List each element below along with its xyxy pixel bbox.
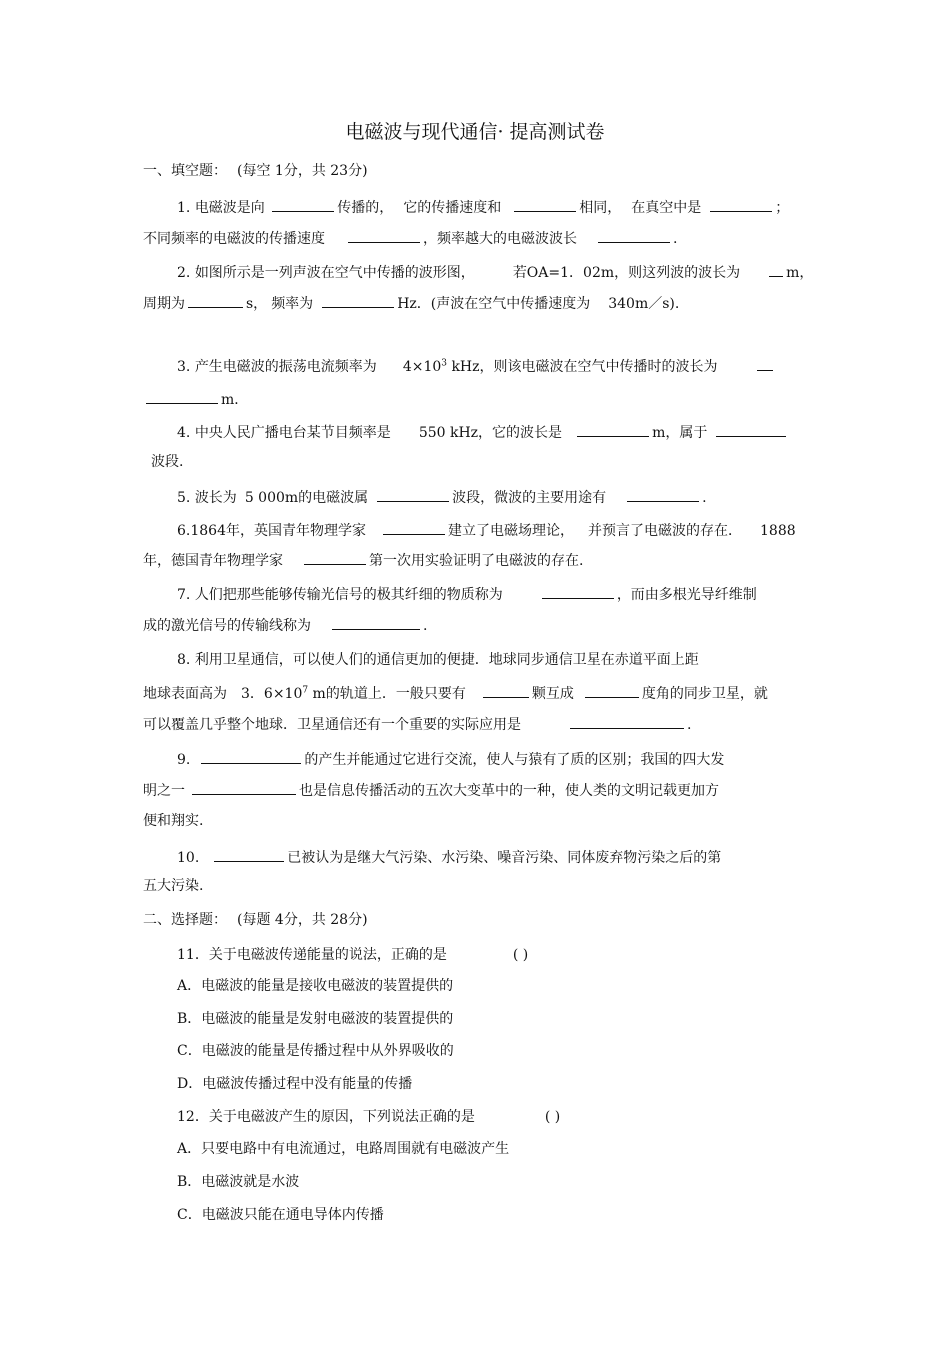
q8-line2 [143,683,768,703]
q9-text: 便和翔实. [143,813,204,829]
q1-text: 它的传播速度和 [403,200,502,216]
section1-heading [143,162,368,180]
q11-option-c[interactable]: C．电磁波的能量是传播过程中从外界吸收的 [177,1043,454,1059]
q8-line1 [177,651,699,669]
answer-blank[interactable] [757,356,773,371]
q1-line2 [143,228,677,248]
q1-text: ，频率越大的电磁波波长 [423,231,577,247]
answer-blank[interactable] [769,262,783,277]
q2-line2 [143,293,679,313]
q7-line1 [177,584,757,604]
answer-blank[interactable] [214,847,284,862]
answer-blank[interactable] [383,520,445,535]
q3-text: 产生电磁波的振荡电流频率为 [194,359,377,375]
q11-option-b[interactable]: B．电磁波的能量是发射电磁波的装置提供的 [177,1011,454,1027]
q4-text: 550 kHz，它的波长是 [418,425,563,441]
q7-line2 [143,615,427,635]
q10-number: 10. [177,850,200,866]
q9-line1 [177,749,724,769]
answer-blank[interactable] [570,714,684,729]
q12-text: 12．关于电磁波产生的原因，下列说法正确的是 [177,1109,475,1125]
q8-text: 3．6×10 [241,686,303,702]
q3-number: 3. [177,359,191,375]
q7-number: 7. [177,587,191,603]
answer-blank[interactable] [348,228,420,243]
q11-option-a[interactable]: A．电磁波的能量是接收电磁波的装置提供的 [177,978,454,994]
q4-text: 波段. [151,454,184,470]
q8-text: 度角的同步卫星，就 [641,686,768,702]
q6-number: 6. [177,523,191,539]
q6-text: 年，德国青年物理学家 [143,553,283,569]
q8-exponent: 7 [302,685,309,696]
q5-text: . [702,490,707,506]
q2-line1 [177,262,813,282]
q8-text: m的轨道上．一般只要有 [308,686,466,702]
q1-text: 在真空中是 [631,200,702,216]
q9-text: 明之一 [143,783,185,799]
q6-text: 第一次用实验证明了电磁波的存在. [369,553,584,569]
answer-blank[interactable] [332,615,420,630]
q12-stem [177,1108,560,1126]
answer-blank[interactable] [598,228,670,243]
q9-line3 [143,812,203,830]
q10-text: 已被认为是继大气污染、水污染、噪音污染、同体废弃物污染之后的第 [287,850,722,866]
q1-text: ； [775,200,790,216]
q6-line1 [177,520,796,540]
q11-option-d[interactable]: D．电磁波传播过程中没有能量的传播 [177,1076,413,1092]
answer-blank[interactable] [377,487,449,502]
answer-blank[interactable] [304,550,366,565]
q8-line3 [143,714,691,734]
section1-points: (每空 1分，共 23分) [237,163,368,179]
q1-text: 传播的， [337,200,394,216]
answer-blank[interactable] [585,683,639,698]
answer-blank[interactable] [514,197,576,212]
q7-text: . [423,618,428,634]
q2-text: m， [786,265,814,281]
q9-number: 9. [177,752,191,768]
answer-blank[interactable] [146,389,218,404]
answer-blank[interactable] [201,749,301,764]
q9-line2 [143,780,719,800]
q10-text: 五大污染. [143,878,204,894]
q8-text: 可以覆盖几乎整个地球．卫星通信还有一个重要的实际应用是 [143,717,521,733]
q4-text: 中央人民广播电台某节目频率是 [194,425,391,441]
q4-number: 4. [177,425,191,441]
answer-blank[interactable] [322,293,394,308]
q8-text: 颗互成 [531,686,574,702]
q9-text: 的产生并能通过它进行交流，使人与猿有了质的区别；我国的四大发 [304,752,725,768]
q1-text: 不同频率的电磁波的传播速度 [143,231,325,247]
q12-option-a[interactable]: A．只要电路中有电流通过，电路周围就有电磁波产生 [177,1141,510,1157]
section2-title: 二、选择题： [143,912,227,928]
q5-text: 波段，微波的主要用途有 [452,490,607,506]
q4-line2 [151,453,183,471]
q6-text: 并预言了电磁波的存在． [588,523,742,539]
q11-stem [177,946,528,964]
q6-line2 [143,550,583,570]
q2-text: 频率为 [271,296,314,312]
q3-line1 [177,356,776,376]
q9-text: 也是信息传播活动的五次大变革中的一种，使人类的文明记载更加方 [299,783,719,799]
q3-text: kHz，则该电磁波在空气中传播时的波长为 [447,359,718,375]
page-title: 电磁波与现代通信· 提高测试卷 [345,121,605,143]
q2-text: 周期为 [143,296,185,312]
answer-blank[interactable] [627,487,699,502]
q8-number: 8. [177,652,191,668]
answer-blank[interactable] [542,584,614,599]
answer-blank[interactable] [192,780,296,795]
q10-line2 [143,877,203,895]
answer-paren[interactable]: ( ) [544,1109,561,1125]
answer-blank[interactable] [483,683,529,698]
q8-text: 地球表面高为 [143,686,227,702]
q2-text: Hz．(声波在空气中传播速度为 [397,296,591,312]
q4-line1 [177,422,789,442]
q5-number: 5. [177,490,191,506]
q3-exponent: 3 [441,358,447,369]
q3-line2 [143,389,248,409]
answer-blank[interactable] [710,197,772,212]
q2-text: 若OA=1．02m，则这列波的波长为 [512,265,741,281]
q4-text: m，属于 [652,425,708,441]
q7-text: 人们把那些能够传输光信号的极其纤细的物质称为 [194,587,503,603]
q6-text: 建立了电磁场理论， [448,523,574,539]
q7-text: ，而由多根光导纤维制 [616,587,757,603]
q6-text: 1864年，英国青年物理学家 [190,523,366,539]
q6-text: 1888 [760,523,796,539]
q8-text: . [687,717,692,733]
q12-option-b[interactable]: B．电磁波就是水波 [177,1174,300,1190]
section1-title: 一、填空题： [143,163,227,179]
q2-text: 340m／s). [608,296,680,312]
q3-text: 4×10 [402,359,442,375]
q8-text: 利用卫星通信，可以使人们的通信更加的便捷．地球同步通信卫星在赤道平面上距 [194,652,699,668]
q2-text: 如图所示是一列声波在空气中传播的波形图， [194,265,475,281]
q10-line1 [177,847,721,867]
q7-text: 成的激光信号的传输线称为 [143,618,311,634]
answer-blank[interactable] [272,197,334,212]
q2-text: s， [246,296,268,312]
q1-line1 [177,197,789,217]
q12-option-c[interactable]: C．电磁波只能在通电导体内传播 [177,1207,384,1223]
answer-blank[interactable] [188,293,243,308]
answer-paren[interactable]: ( ) [512,947,529,963]
q3-text: m． [221,392,249,408]
section2-points: (每题 4分，共 28分) [237,912,368,928]
q5-text: 波长为 [194,490,237,506]
q1-number: 1. [177,200,191,216]
section2-heading [143,911,368,929]
q1-text: . [673,231,678,247]
q1-text: 电磁波是向 [194,200,265,216]
q11-text: 11．关于电磁波传递能量的说法，正确的是 [177,947,447,963]
answer-blank[interactable] [716,422,786,437]
q5-line [177,487,707,507]
q5-text: 5 000m的电磁波属 [244,490,369,506]
answer-blank[interactable] [577,422,649,437]
q1-text: 相同， [579,200,622,216]
q2-number: 2. [177,265,191,281]
